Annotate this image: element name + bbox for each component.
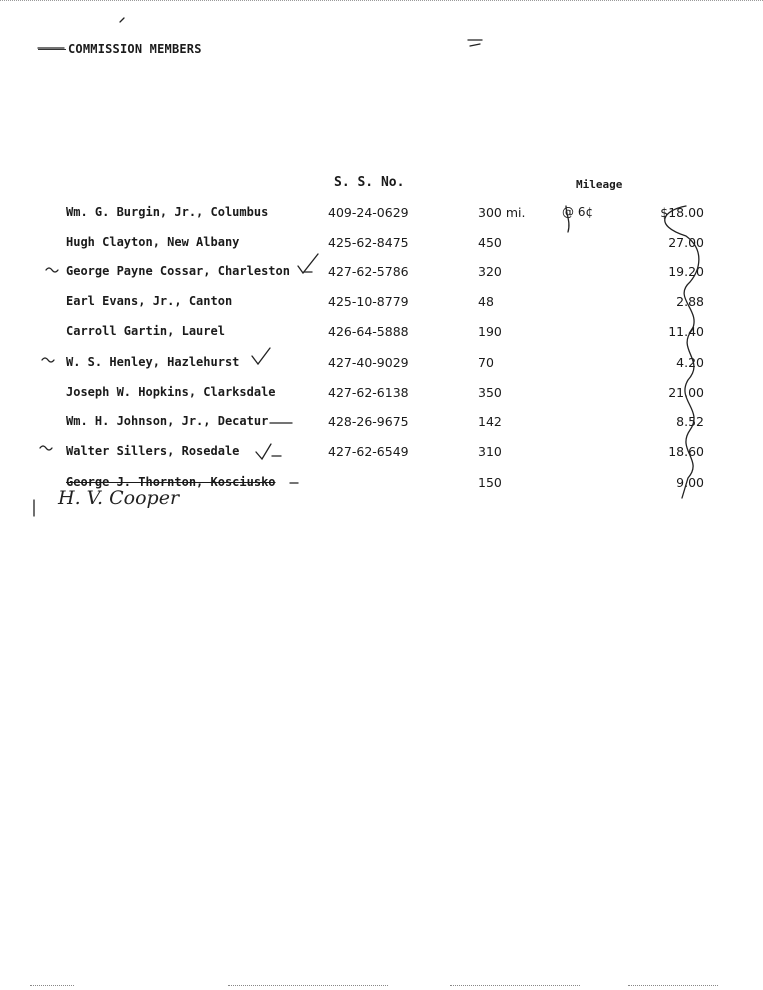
member-name: George Payne Cossar, Charleston: [66, 264, 290, 278]
miles: 350: [478, 385, 502, 400]
member-name-struck: George J. Thornton, Kosciusko: [66, 475, 276, 489]
bottom-border: [628, 985, 718, 987]
miles: 450: [478, 235, 502, 250]
miles: 150: [478, 475, 502, 490]
table-row: [0, 385, 763, 407]
table-row: [0, 324, 763, 346]
mileage-column-header: Mileage: [576, 178, 623, 191]
table-row: [0, 355, 763, 377]
heading-text: COMMISSION MEMBERS: [68, 42, 202, 56]
member-name: Carroll Gartin, Laurel: [66, 324, 225, 338]
miles: 142: [478, 414, 502, 429]
member-name: W. S. Henley, Hazlehurst: [66, 355, 240, 369]
miles: 310: [478, 444, 502, 459]
bottom-border: [30, 985, 74, 987]
table-row: [0, 414, 763, 436]
table-row: [0, 444, 763, 466]
amount: $18.00: [660, 205, 704, 220]
stray-mark: [120, 18, 124, 22]
ss-number: 426-64-5888: [328, 324, 409, 339]
amount: 11.40: [668, 324, 704, 339]
ss-number: 409-24-0629: [328, 205, 409, 220]
miles: 190: [478, 324, 502, 339]
miles: 48: [478, 294, 494, 309]
ss-number: 427-40-9029: [328, 355, 409, 370]
amount: 19.20: [668, 264, 704, 279]
miles: 320: [478, 264, 502, 279]
ss-number: 428-26-9675: [328, 414, 409, 429]
ss-number: 427-62-6138: [328, 385, 409, 400]
ss-number: 425-62-8475: [328, 235, 409, 250]
miles: 300 mi.: [478, 205, 526, 220]
heading-dash: [38, 49, 66, 50]
miles: 70: [478, 355, 494, 370]
table-row: [0, 294, 763, 316]
member-name: Walter Sillers, Rosedale: [66, 444, 240, 458]
document-heading: [38, 42, 202, 56]
bottom-border: [228, 985, 388, 987]
amount: 2.88: [676, 294, 704, 309]
stray-mark: [470, 44, 480, 46]
amount: 27.00: [668, 235, 704, 250]
ss-column-header: S. S. No.: [334, 175, 405, 190]
amount: 4.20: [676, 355, 704, 370]
bottom-border: [450, 985, 580, 987]
member-name: Wm. H. Johnson, Jr., Decatur: [66, 414, 269, 428]
member-name: Hugh Clayton, New Albany: [66, 235, 240, 249]
top-border: [0, 0, 763, 3]
handwritten-replacement-name: H. V. Cooper: [58, 487, 180, 509]
ss-number: 427-62-5786: [328, 264, 409, 279]
amount: 21.00: [668, 385, 704, 400]
table-row: [0, 205, 763, 227]
member-name: Joseph W. Hopkins, Clarksdale: [66, 385, 276, 399]
table-row: [0, 235, 763, 257]
ss-number: 425-10-8779: [328, 294, 409, 309]
amount: 9.00: [676, 475, 704, 490]
table-row: [0, 264, 763, 286]
rate: @ 6¢: [562, 205, 594, 219]
amount: 18.60: [668, 444, 704, 459]
member-name: Wm. G. Burgin, Jr., Columbus: [66, 205, 269, 219]
member-name: Earl Evans, Jr., Canton: [66, 294, 233, 308]
ss-number: 427-62-6549: [328, 444, 409, 459]
amount: 8.52: [676, 414, 704, 429]
